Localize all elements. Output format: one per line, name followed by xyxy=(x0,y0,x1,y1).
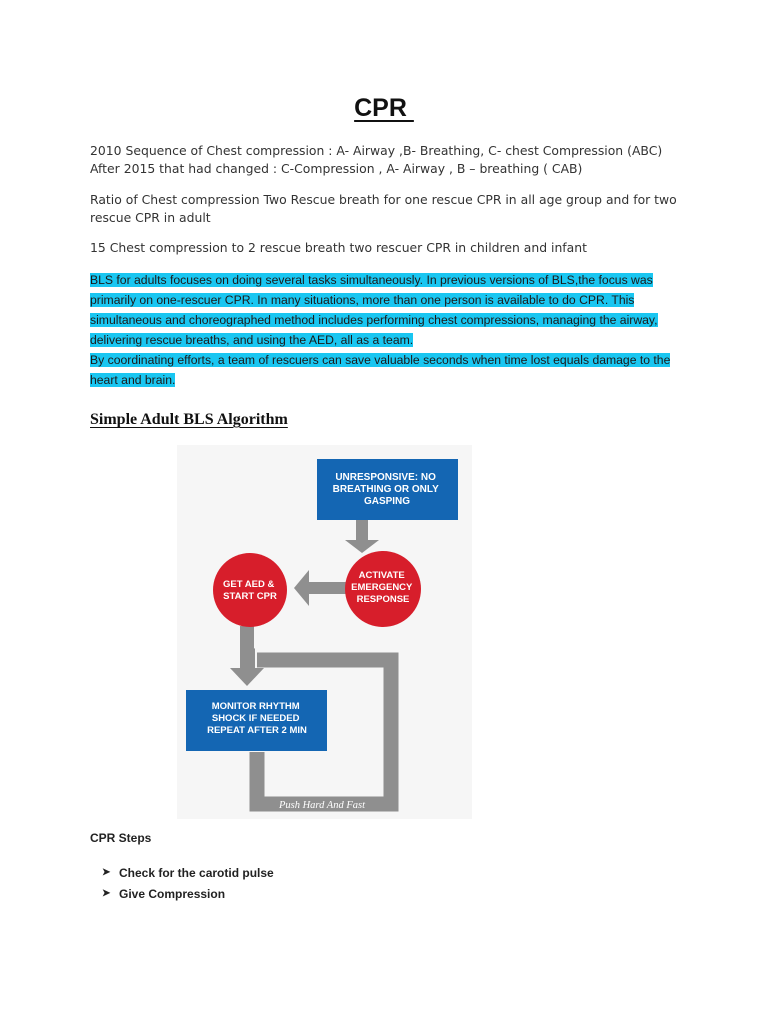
children-ratio-paragraph: 15 Chest compression to 2 rescue breath two rescuer CPR in children and infant xyxy=(90,240,587,255)
get-aed-line: GET AED & xyxy=(222,579,275,590)
title-text: CPR xyxy=(354,94,414,122)
highlighted-paragraph xyxy=(90,270,690,350)
cpr-steps-heading: CPR Steps xyxy=(90,831,152,845)
get-aed-line: START CPR xyxy=(223,591,277,602)
algorithm-heading: Simple Adult BLS Algorithm xyxy=(90,411,288,428)
bls-algorithm-diagram xyxy=(177,445,472,819)
left-arrow-shaft xyxy=(307,582,347,594)
page-title xyxy=(0,94,768,123)
monitor-line: SHOCK IF NEEDED xyxy=(211,713,300,724)
get-aed-text xyxy=(223,579,277,602)
loop-label: Push Hard And Fast xyxy=(278,800,366,811)
down-arrow-shaft xyxy=(356,520,368,542)
arrowhead-bullet-icon: ➤ xyxy=(102,867,111,878)
monitor-text xyxy=(207,701,307,736)
highlighted-text: By coordinating efforts, a team of rescuers can save valuable seconds when time lost equals damage to the heart and brain. xyxy=(90,353,671,387)
activate-line: EMERGENCY xyxy=(351,582,413,593)
highlighted-paragraph xyxy=(90,350,690,390)
monitor-line: REPEAT AFTER 2 MIN xyxy=(207,725,307,736)
unresponsive-line: UNRESPONSIVE: NO xyxy=(335,472,436,483)
sequence-paragraph: 2010 Sequence of Chest compression : A- Airway ,B- Breathing, C- chest Compression (ABC) After 2015 that had changed : C-Compression , A- Airway , B – breathing ( CAB) xyxy=(90,143,663,176)
monitor-line: MONITOR RHYTHM xyxy=(211,701,300,712)
arrowhead-bullet-icon: ➤ xyxy=(102,888,111,899)
activate-text xyxy=(351,570,415,605)
highlighted-text: BLS for adults focuses on doing several tasks simultaneously. In previous versions of BLS,the focus was primarily on one-rescuer CPR. In many situations, more than one person is available to do CPR. This simultaneous and choreographed method includes performing chest compressions, managing the airway, delivering rescue breaths, and using the AED, all as a team. xyxy=(90,273,658,347)
step-label: Check for the carotid pulse xyxy=(119,865,274,880)
unresponsive-line: GASPING xyxy=(363,496,411,507)
down-arrow-shaft xyxy=(240,626,254,670)
step-label: Give Compression xyxy=(119,886,226,901)
activate-line: ACTIVATE xyxy=(358,570,405,581)
get-aed-circle xyxy=(213,553,287,627)
unresponsive-line: BREATHING OR ONLY xyxy=(332,484,439,495)
cpr-steps-list xyxy=(102,862,274,904)
list-item xyxy=(102,883,274,904)
highlighted-bls-text xyxy=(90,270,690,390)
ratio-paragraph: Ratio of Chest compression Two Rescue breath for one rescue CPR in all age group and for two rescue CPR in adult xyxy=(90,192,677,225)
activate-line: RESPONSE xyxy=(356,594,410,605)
list-item xyxy=(102,862,274,883)
